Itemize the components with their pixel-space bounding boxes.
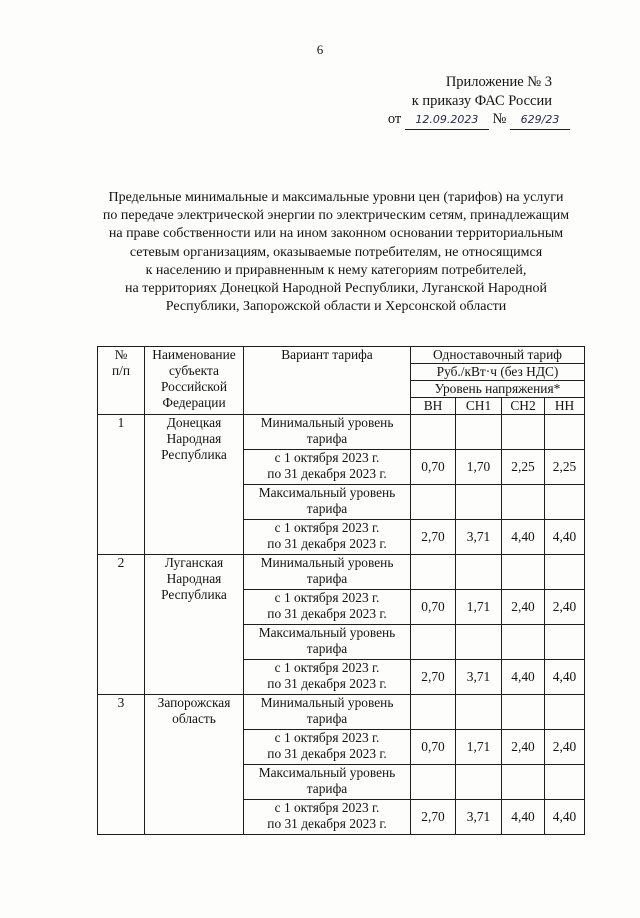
tariff-value <box>502 415 545 450</box>
tariff-value: 2,70 <box>411 660 456 695</box>
from-label: от <box>387 111 402 127</box>
tariff-value <box>456 625 502 660</box>
handwritten-date: 12.09.2023 <box>405 110 489 130</box>
header-level-vn: ВН <box>411 398 456 415</box>
tariff-value: 2,40 <box>545 590 585 625</box>
tariff-value <box>411 415 456 450</box>
tariff-value: 4,40 <box>545 660 585 695</box>
tariff-value: 1,71 <box>456 730 502 765</box>
tariff-period: с 1 октября 2023 г. по 31 декабря 2023 г. <box>244 660 411 695</box>
handwritten-number: 629/23 <box>510 110 570 130</box>
tariff-period: с 1 октября 2023 г. по 31 декабря 2023 г. <box>244 800 411 835</box>
tariff-value <box>456 555 502 590</box>
tariff-value: 4,40 <box>502 800 545 835</box>
tariff-value: 3,71 <box>456 660 502 695</box>
tariff-value <box>411 625 456 660</box>
header-unit: Руб./кВт·ч (без НДС) <box>411 364 585 381</box>
header-level-nn: НН <box>545 398 585 415</box>
tariff-level-label: Максимальный уровень тарифа <box>244 625 411 660</box>
tariff-value: 2,40 <box>502 730 545 765</box>
tariff-value: 2,25 <box>502 450 545 485</box>
tariff-level-label: Максимальный уровень тарифа <box>244 765 411 800</box>
tariff-value <box>502 555 545 590</box>
tariff-value: 2,70 <box>411 520 456 555</box>
region-name: Луганская Народная Республика <box>145 555 244 695</box>
tariff-value <box>456 695 502 730</box>
tariff-level-label: Минимальный уровень тарифа <box>244 415 411 450</box>
tariff-value: 2,40 <box>545 730 585 765</box>
tariff-value: 4,40 <box>545 800 585 835</box>
header-num: № п/п <box>98 347 145 415</box>
table-row <box>98 695 585 730</box>
tariff-level-label: Максимальный уровень тарифа <box>244 485 411 520</box>
page-number: 6 <box>316 42 324 57</box>
tariff-value <box>545 555 585 590</box>
appendix-date-number <box>388 110 570 130</box>
tariff-value <box>502 625 545 660</box>
title-line: Республики, Запорожской области и Херсонской области <box>165 299 507 315</box>
tariff-value: 2,40 <box>502 590 545 625</box>
tariff-value: 1,70 <box>456 450 502 485</box>
tariff-value <box>411 765 456 800</box>
region-number: 2 <box>98 555 145 695</box>
number-label: № <box>492 111 507 127</box>
header-single-rate: Одноставочный тариф <box>411 347 585 364</box>
tariff-value: 4,40 <box>545 520 585 555</box>
tariff-period: с 1 октября 2023 г. по 31 декабря 2023 г. <box>244 450 411 485</box>
tariff-value <box>502 765 545 800</box>
table-row <box>98 415 585 450</box>
tariff-value: 4,40 <box>502 520 545 555</box>
tariff-value <box>545 765 585 800</box>
tariff-value <box>456 415 502 450</box>
tariff-value <box>411 555 456 590</box>
region-name: Запорожская область <box>145 695 244 835</box>
tariff-value: 4,40 <box>502 660 545 695</box>
tariff-value <box>411 485 456 520</box>
tariff-table <box>97 346 585 835</box>
tariff-value: 3,71 <box>456 800 502 835</box>
tariff-value: 2,70 <box>411 800 456 835</box>
title-line: на территориях Донецкой Народной Республики, Луганской Народной <box>125 281 547 297</box>
tariff-value <box>545 415 585 450</box>
tariff-value <box>456 485 502 520</box>
header-voltage: Уровень напряжения* <box>411 381 585 398</box>
title-line: Предельные минимальные и максимальные уровни цен (тарифов) на услуги <box>108 190 564 205</box>
region-name: Донецкая Народная Республика <box>145 415 244 555</box>
header-level-sn2: СН2 <box>502 398 545 415</box>
tariff-period: с 1 октября 2023 г. по 31 декабря 2023 г. <box>244 590 411 625</box>
tariff-level-label: Минимальный уровень тарифа <box>244 555 411 590</box>
tariff-value <box>545 695 585 730</box>
title-line: к населению и приравненным к нему категориям потребителей, <box>145 262 527 278</box>
appendix-label: Приложение № 3 <box>445 74 552 90</box>
tariff-value <box>502 695 545 730</box>
title-line: на праве собственности или на ином законном основании территориальным <box>108 226 564 242</box>
title-line: по передаче электрической энергии по электрическим сетям, принадлежащим <box>102 208 570 224</box>
document-title <box>80 189 592 316</box>
tariff-value: 2,25 <box>545 450 585 485</box>
tariff-value: 1,71 <box>456 590 502 625</box>
region-number: 3 <box>98 695 145 835</box>
tariff-value <box>411 695 456 730</box>
tariff-value <box>545 485 585 520</box>
tariff-value <box>545 625 585 660</box>
appendix-order-ref: к приказу ФАС России <box>411 93 552 109</box>
header-level-sn1: СН1 <box>456 398 502 415</box>
tariff-level-label: Минимальный уровень тарифа <box>244 695 411 730</box>
title-line: сетевым организациям, оказываемые потребителям, не относящимся <box>129 244 543 260</box>
tariff-value: 0,70 <box>411 730 456 765</box>
tariff-value: 0,70 <box>411 590 456 625</box>
tariff-period: с 1 октября 2023 г. по 31 декабря 2023 г. <box>244 730 411 765</box>
tariff-value <box>502 485 545 520</box>
tariff-period: с 1 октября 2023 г. по 31 декабря 2023 г. <box>244 520 411 555</box>
region-number: 1 <box>98 415 145 555</box>
header-subject: Наименование субъекта Российской Федерации <box>145 347 244 415</box>
header-variant: Вариант тарифа <box>244 347 411 415</box>
tariff-value: 0,70 <box>411 450 456 485</box>
tariff-value: 3,71 <box>456 520 502 555</box>
table-row <box>98 555 585 590</box>
tariff-value <box>456 765 502 800</box>
